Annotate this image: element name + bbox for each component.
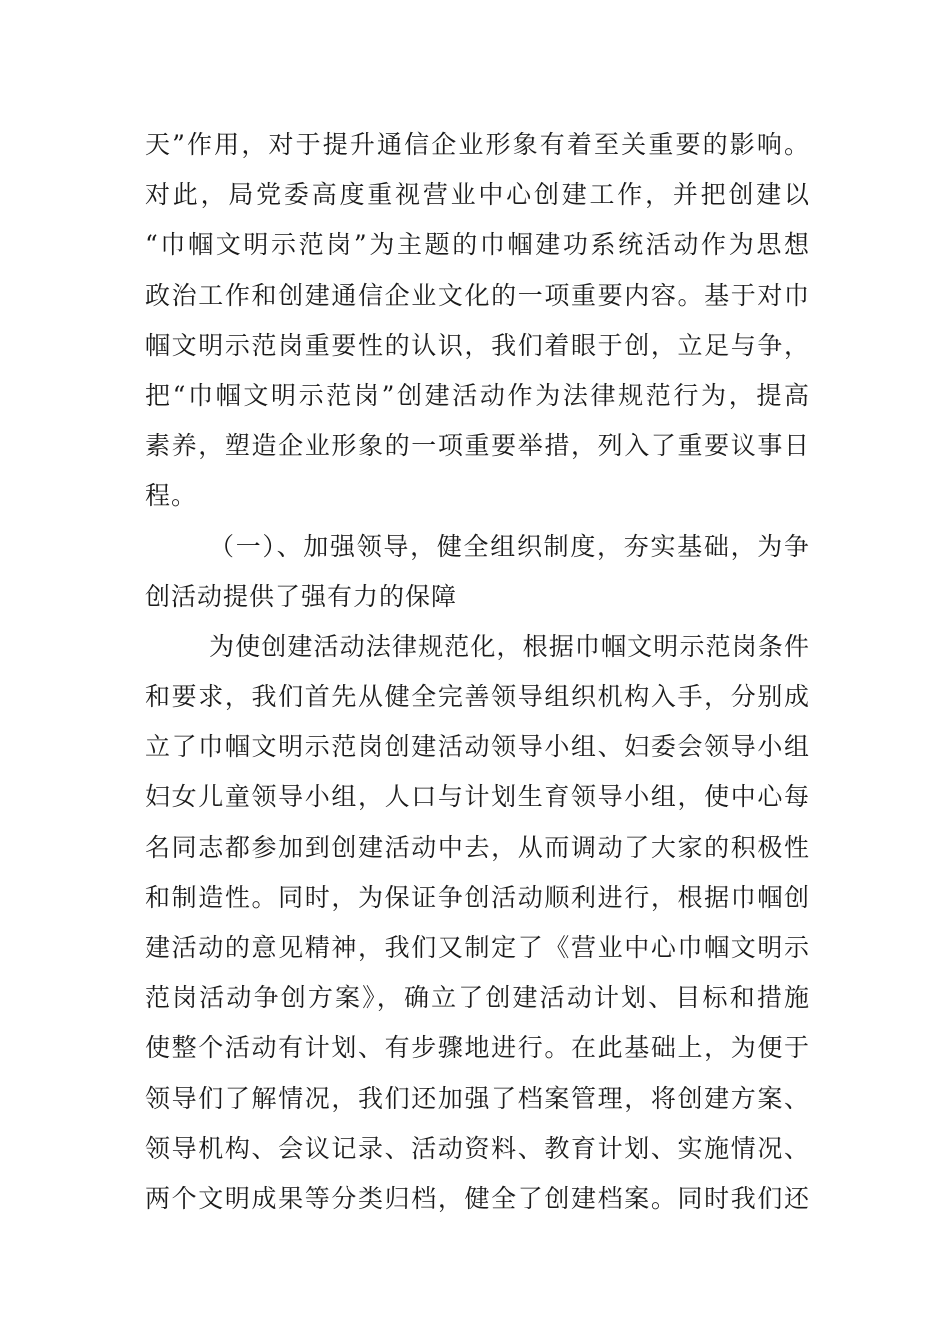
text-line: 和制造性。同时，为保证争创活动顺利进行，根据巾帼创 [145, 882, 810, 912]
text-line: 使整个活动有计划、有步骤地进行。在此基础上，为便于 [145, 1033, 810, 1063]
text-line: 帼文明示范岗重要性的认识，我们着眼于创，立足与争， [145, 330, 810, 360]
text-line: 天”作用，对于提升通信企业形象有着至关重要的影响。 [145, 130, 810, 159]
text-line: 建活动的意见精神，我们又制定了《营业中心巾帼文明示 [145, 933, 810, 962]
text-line: 对此，局党委高度重视营业中心创建工作，并把创建以 [145, 180, 810, 210]
text-line: 政治工作和创建通信企业文化的一项重要内容。基于对巾 [145, 280, 810, 310]
text-line: 两个文明成果等分类归档，健全了创建档案。同时我们还 [145, 1183, 810, 1213]
text-line: 把“巾帼文明示范岗”创建活动作为法律规范行为，提高 [145, 380, 810, 410]
section-heading-line: （一）、加强领导，健全组织制度，夯实基础，为争 [209, 531, 810, 561]
text-line: 为使创建活动法律规范化，根据巾帼文明示范岗条件 [209, 631, 810, 661]
text-line: 范岗活动争创方案》，确立了创建活动计划、目标和措施 [145, 983, 810, 1013]
text-line: 立了巾帼文明示范岗创建活动领导小组、妇委会领导小组 [145, 732, 810, 762]
text-line: 和要求，我们首先从健全完善领导组织机构入手，分别成 [145, 682, 810, 712]
text-line: 名同志都参加到创建活动中去，从而调动了大家的积极性 [145, 832, 810, 862]
text-line: “巾帼文明示范岗”为主题的巾帼建功系统活动作为思想 [145, 230, 810, 260]
text-line: 程。 [145, 481, 198, 511]
text-line: 素养，塑造企业形象的一项重要举措，列入了重要议事日 [145, 431, 810, 461]
body-text [145, 120, 810, 1224]
text-line: 领导机构、会议记录、活动资料、教育计划、实施情况、 [145, 1133, 810, 1163]
text-line: 妇女儿童领导小组，人口与计划生育领导小组，使中心每 [145, 782, 810, 812]
text-line: 领导们了解情况，我们还加强了档案管理，将创建方案、 [145, 1083, 810, 1113]
section-heading-line: 创活动提供了强有力的保障 [145, 581, 458, 611]
